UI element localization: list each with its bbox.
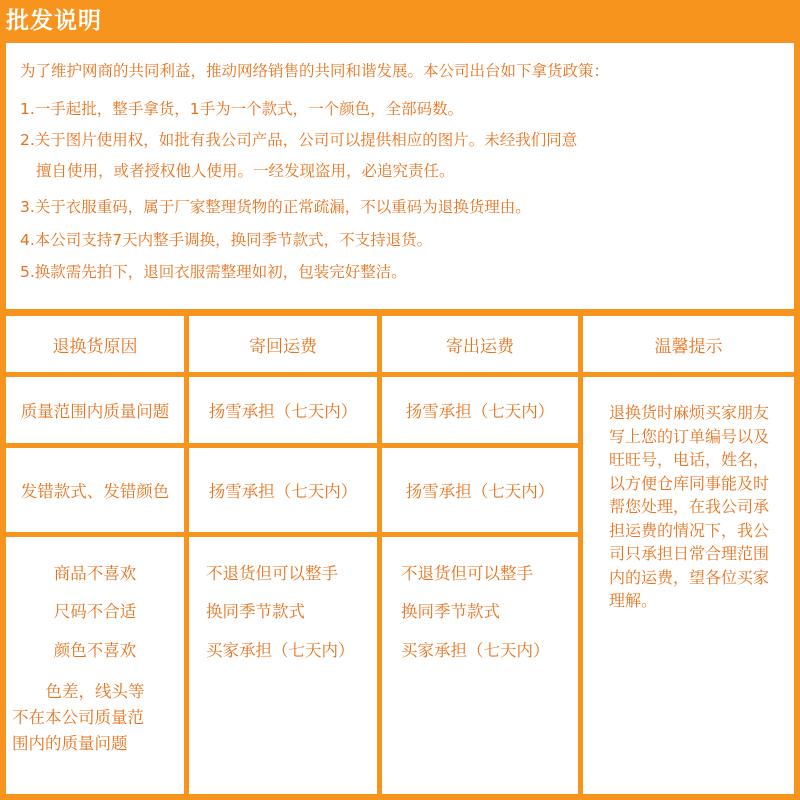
row3-reason-item: 商品不喜欢 xyxy=(53,564,137,583)
row1-send-fee: 扬雪承担（七天内） xyxy=(382,377,578,443)
row1-reason: 质量范围内质量问题 xyxy=(6,377,184,443)
policy-rule-4: 4.本公司支持7天内整手调换，换同季节款式，不支持退货。 xyxy=(20,231,433,249)
row3-return-fee-line: 换同季节款式 xyxy=(206,602,305,621)
policy-intro-panel xyxy=(6,43,794,309)
policy-rule-2: 2.关于图片使用权，如批有我公司产品，公司可以提供相应的图片。未经我们同意 xyxy=(20,131,578,149)
row3-reason-item: 色差，线头等 xyxy=(45,682,145,701)
row3-send-fee-line: 不退货但可以整手 xyxy=(401,564,533,583)
page-title: 批发说明 xyxy=(6,8,102,34)
header-send-fee: 寄出运费 xyxy=(382,316,578,372)
row3-send-fee xyxy=(382,537,578,794)
policy-rule-3: 3.关于衣服重码，属于厂家整理货物的正常疏漏，不以重码为退换货理由。 xyxy=(20,198,531,216)
row3-reason-item: 尺码不合适 xyxy=(53,602,137,621)
row3-send-fee-line: 换同季节款式 xyxy=(401,602,500,621)
row3-return-fee-line: 不退货但可以整手 xyxy=(206,564,338,583)
row3-reason-item: 不在本公司质量范 xyxy=(12,708,144,727)
row1-return-fee: 扬雪承担（七天内） xyxy=(189,377,377,443)
header-tips: 温馨提示 xyxy=(583,316,794,372)
tips-text: 退换货时麻烦买家朋友写上您的订单编号以及旺旺号，电话，姓名，以方便仓库同事能及时帮您处理，在我公司承担运费的情况下，我公司只承担日常合理范围内的运费，望各位买家理解。 xyxy=(583,377,794,794)
row3-return-fee-line: 买家承担（七天内） xyxy=(206,641,355,660)
policy-heading: 为了维护网商的共同利益，推动网络销售的共同和谐发展。本公司出台如下拿货政策： xyxy=(20,62,610,80)
policy-rule-5: 5.换款需先拍下，退回衣服需整理如初，包装完好整洁。 xyxy=(20,263,407,281)
row2-return-fee: 扬雪承担（七天内） xyxy=(189,448,377,532)
row3-return-fee xyxy=(189,537,377,794)
row2-send-fee: 扬雪承担（七天内） xyxy=(382,448,578,532)
policy-rule-2-cont: 擅自使用，或者授权他人使用。一经发现盗用，必追究责任。 xyxy=(36,162,455,180)
row3-reason-item: 颜色不喜欢 xyxy=(53,641,137,660)
row3-reason-item: 围内的质量问题 xyxy=(12,734,128,753)
header-reason: 退换货原因 xyxy=(6,316,184,372)
row2-reason: 发错款式、发错颜色 xyxy=(6,448,184,532)
row3-send-fee-line: 买家承担（七天内） xyxy=(401,641,550,660)
policy-rule-1: 1.一手起批，整手拿货，1手为一个款式，一个颜色，全部码数。 xyxy=(20,100,464,118)
header-return-fee: 寄回运费 xyxy=(189,316,377,372)
row3-reason xyxy=(6,537,184,794)
